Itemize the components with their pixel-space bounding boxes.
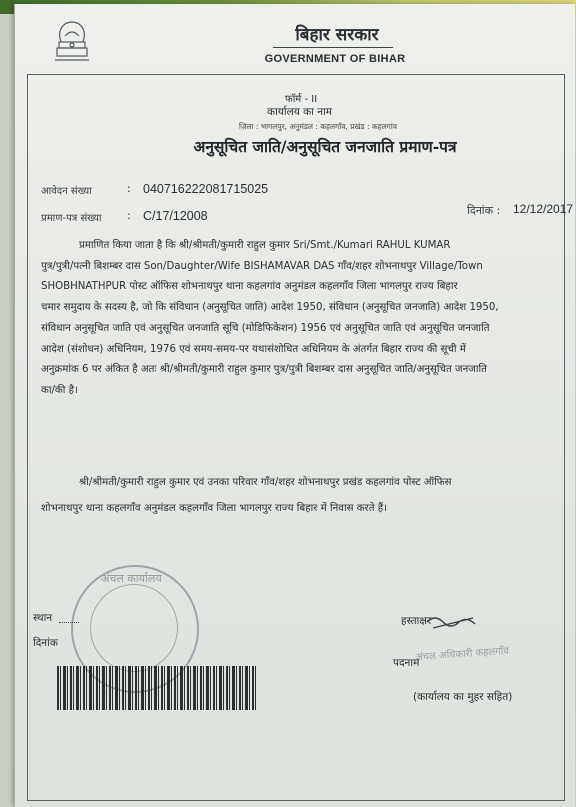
office-name: कार्यालय का नाम — [267, 106, 333, 118]
ashoka-emblem-icon — [43, 14, 101, 72]
date-value: 12/12/2017 — [513, 202, 574, 216]
certificate-title: अनुसूचित जाति/अनुसूचित जनजाति प्रमाण-पत्र — [193, 137, 457, 156]
application-colon: : — [127, 182, 131, 195]
date-footer-label: दिनांक — [33, 637, 58, 649]
paragraph-line: पुत्र/पुत्री/पत्नी बिशम्बर दास Son/Daughter/Wife BISHAMAVAR DAS गाँव/शहर शोभनाथपुर Village/Town — [41, 260, 483, 272]
certificate-document — [14, 4, 575, 807]
header-divider — [273, 47, 393, 48]
place-label: स्थान — [33, 612, 53, 624]
residence-paragraph — [41, 470, 567, 522]
barcode — [57, 666, 257, 710]
seal-inner-ring — [90, 584, 178, 672]
date-label: दिनांक : — [467, 204, 501, 217]
paragraph-line: शोभनाथपुर थाना कहलगाँव अनुमंडल कहलगाँव जिला भागलपुर राज्य बिहार में निवास करते हैं। — [41, 503, 388, 514]
place-dots — [59, 622, 79, 623]
paragraph-line: अनुक्रमांक 6 पर अंकित है अतः श्री/श्रीमती/कुमारी राहुल कुमार पुत्र/पुत्री बिशम्बर दास अनुसूचित जाति/अनुसूचित जनजाति — [41, 364, 487, 376]
signature-scribble-icon — [423, 610, 483, 634]
paragraph-line: आदेश (संशोधन) अधिनियम, 1976 एवं समय-समय-पर यथासंशोधित अधिनियम के अंतर्गत बिहार राज्य की सूची में — [41, 343, 466, 355]
paragraph-line: SHOBHNATHPUR पोस्ट ऑफिस शोभनाथपुर थाना कहलगांव अनुमंडल कहलगाँव जिला भागलपुर राज्य बिहार — [41, 281, 458, 293]
signature-label: हस्ताक्षर — [401, 615, 432, 627]
seal-text: अंचल कार्यालय — [101, 572, 162, 585]
application-number: 040716222081715025 — [143, 182, 269, 196]
form-number: फॉर्म - II — [285, 94, 318, 105]
office-seal-note: (कार्यालय का मुहर सहित) — [413, 691, 513, 703]
header-english-title: GOVERNMENT OF BIHAR — [264, 53, 406, 65]
district-line: ज़िला : भागलपुर, अनुमंडल : कहलगाँव, प्रखंड : कहलगांव — [239, 122, 398, 131]
header-hindi-title: बिहार सरकार — [295, 25, 379, 45]
paragraph-line: चमार समुदाय के सदस्य है, जो कि संविधान (अनुसूचित जाति) आदेश 1950, संविधान (अनुसूचित जनजाति) आदेश 1950, — [41, 302, 499, 314]
paragraph-line: प्रमाणित किया जाता है कि श्री/श्रीमती/कुमारी राहुल कुमार Sri/Smt./Kumari RAHUL KUMAR — [79, 240, 451, 251]
certificate-colon: : — [127, 209, 131, 222]
certificate-number: C/17/12008 — [143, 209, 208, 223]
officer-stamp: अंचल अधिकारी कहलगाँव — [414, 645, 510, 664]
application-number-label: आवेदन संख्या — [41, 186, 92, 197]
paragraph-line: संविधान अनुसूचित जाति एवं अनुसूचित जनजाति सूचि (मोडिफिकेशन) 1956 एवं अनुसूचित जाति एवं अनुसूचित जनजाति — [41, 322, 490, 334]
designation-label: पदनाम — [393, 657, 420, 669]
certification-paragraph — [41, 236, 567, 402]
paragraph-line: का/की है। — [41, 384, 78, 396]
certificate-number-label: प्रमाण-पत्र संख्या — [41, 213, 102, 224]
paragraph-line: श्री/श्रीमती/कुमारी राहुल कुमार एवं उनका परिवार गाँव/शहर शोभनाथपुर प्रखंड कहलगांव पोस्ट ऑफिस — [79, 477, 452, 488]
